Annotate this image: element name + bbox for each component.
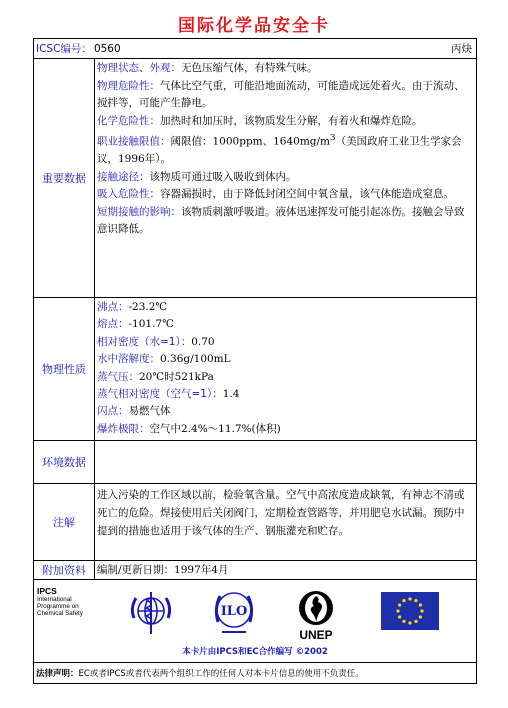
cooperation-note: 本卡片由IPCS和EC合作编写 ©2002 — [182, 647, 328, 657]
physical-properties-row — [34, 297, 476, 440]
additional-info-row — [34, 560, 476, 579]
notes-row — [34, 483, 476, 560]
physical-properties-content — [95, 298, 476, 440]
property-item: 蒸气压：20℃时521kPa — [97, 370, 214, 383]
unep-emblem-icon — [294, 588, 338, 642]
who-emblem-icon — [126, 588, 176, 638]
important-data-row — [34, 58, 476, 297]
property-item: 蒸气相对密度（空气=1）：1.4 — [97, 388, 240, 401]
physical-properties-label: 物理性质 — [34, 298, 95, 440]
legal-disclaimer-row — [34, 662, 476, 683]
page-title: 国际化学品安全卡 — [178, 16, 330, 36]
notes-label: 注解 — [34, 484, 95, 560]
svg-text:UNEP: UNEP — [299, 628, 333, 642]
svg-text:ILO: ILO — [220, 604, 248, 619]
property-item: 相对密度（水=1）：0.70 — [97, 335, 215, 348]
chemical-name: 丙炔 — [451, 43, 472, 55]
icsc-header-row — [34, 39, 476, 58]
important-item: 吸入危险性：容器漏损时，由于降低封闭空间中氧含量，该气体能造成窒息。 — [97, 188, 454, 200]
eu-flag-icon — [381, 592, 439, 630]
environment-data-row — [34, 440, 476, 483]
legal-label: 法律声明： — [36, 669, 79, 679]
important-item: 物理状态、外观：无色压缩气体，有特殊气味。 — [97, 62, 318, 74]
legal-text: EC或者IPCS或者代表两个组织工作的任何人对本卡片信息的使用不负责任。 — [78, 669, 364, 679]
property-item: 水中溶解度：0.36g/100mL — [97, 353, 231, 366]
important-data-label: 重要数据 — [34, 59, 95, 297]
icsc-number-label: ICSC编号： — [36, 43, 92, 55]
safety-card — [33, 38, 477, 684]
property-item: 闪点：易燃气体 — [97, 405, 171, 418]
important-item: 物理危险性：气体比空气重，可能沿地面流动，可能造成远处着火。由于流动、搅拌等，可能产生静电。 — [97, 79, 465, 109]
important-data-content — [95, 59, 476, 297]
icsc-number-value: 0560 — [93, 42, 121, 55]
important-item: 短期接触的影响：该物质刺激呼吸道。液体迅速挥发可能引起冻伤。接触会导致意识降低。 — [97, 205, 465, 235]
important-item: 接触途径：该物质可通过吸入吸收到体内。 — [97, 170, 297, 183]
property-item: 沸点：-23.2℃ — [97, 301, 168, 313]
important-item: 化学危险性：加热时和加压时，该物质发生分解，有着火和爆炸危险。 — [97, 114, 423, 127]
ilo-emblem-icon — [212, 588, 256, 638]
additional-info-label: 附加资料 — [34, 561, 95, 579]
property-item: 爆炸极限：空气中2.4%～11.7%(体积) — [97, 422, 281, 435]
important-item: 职业接触限值：阈限值：1000ppm、$1640mg/m^3$（美国政府工业卫生学家会议，1996年）。 — [97, 133, 462, 165]
additional-info-content: 编制/更新日期：1997年4月 — [97, 564, 229, 576]
property-item: 熔点：-101.7℃ — [97, 318, 174, 331]
logos-row — [34, 579, 476, 662]
ipcs-logo: IPCS International Programme on Chemical Safety — [37, 586, 83, 617]
environment-data-content — [95, 441, 476, 483]
environment-data-label: 环境数据 — [34, 441, 95, 483]
notes-content: 进入污染的工作区域以前，检验氧含量。空气中高浓度造成缺氧，有神志不清或死亡的危险。焊接使用后关闭阀门，定期检查管路等，并用肥皂水试漏。预防中提到的措施也适用于该气体的生产、钢瓶灌充和贮存。 — [97, 489, 465, 537]
